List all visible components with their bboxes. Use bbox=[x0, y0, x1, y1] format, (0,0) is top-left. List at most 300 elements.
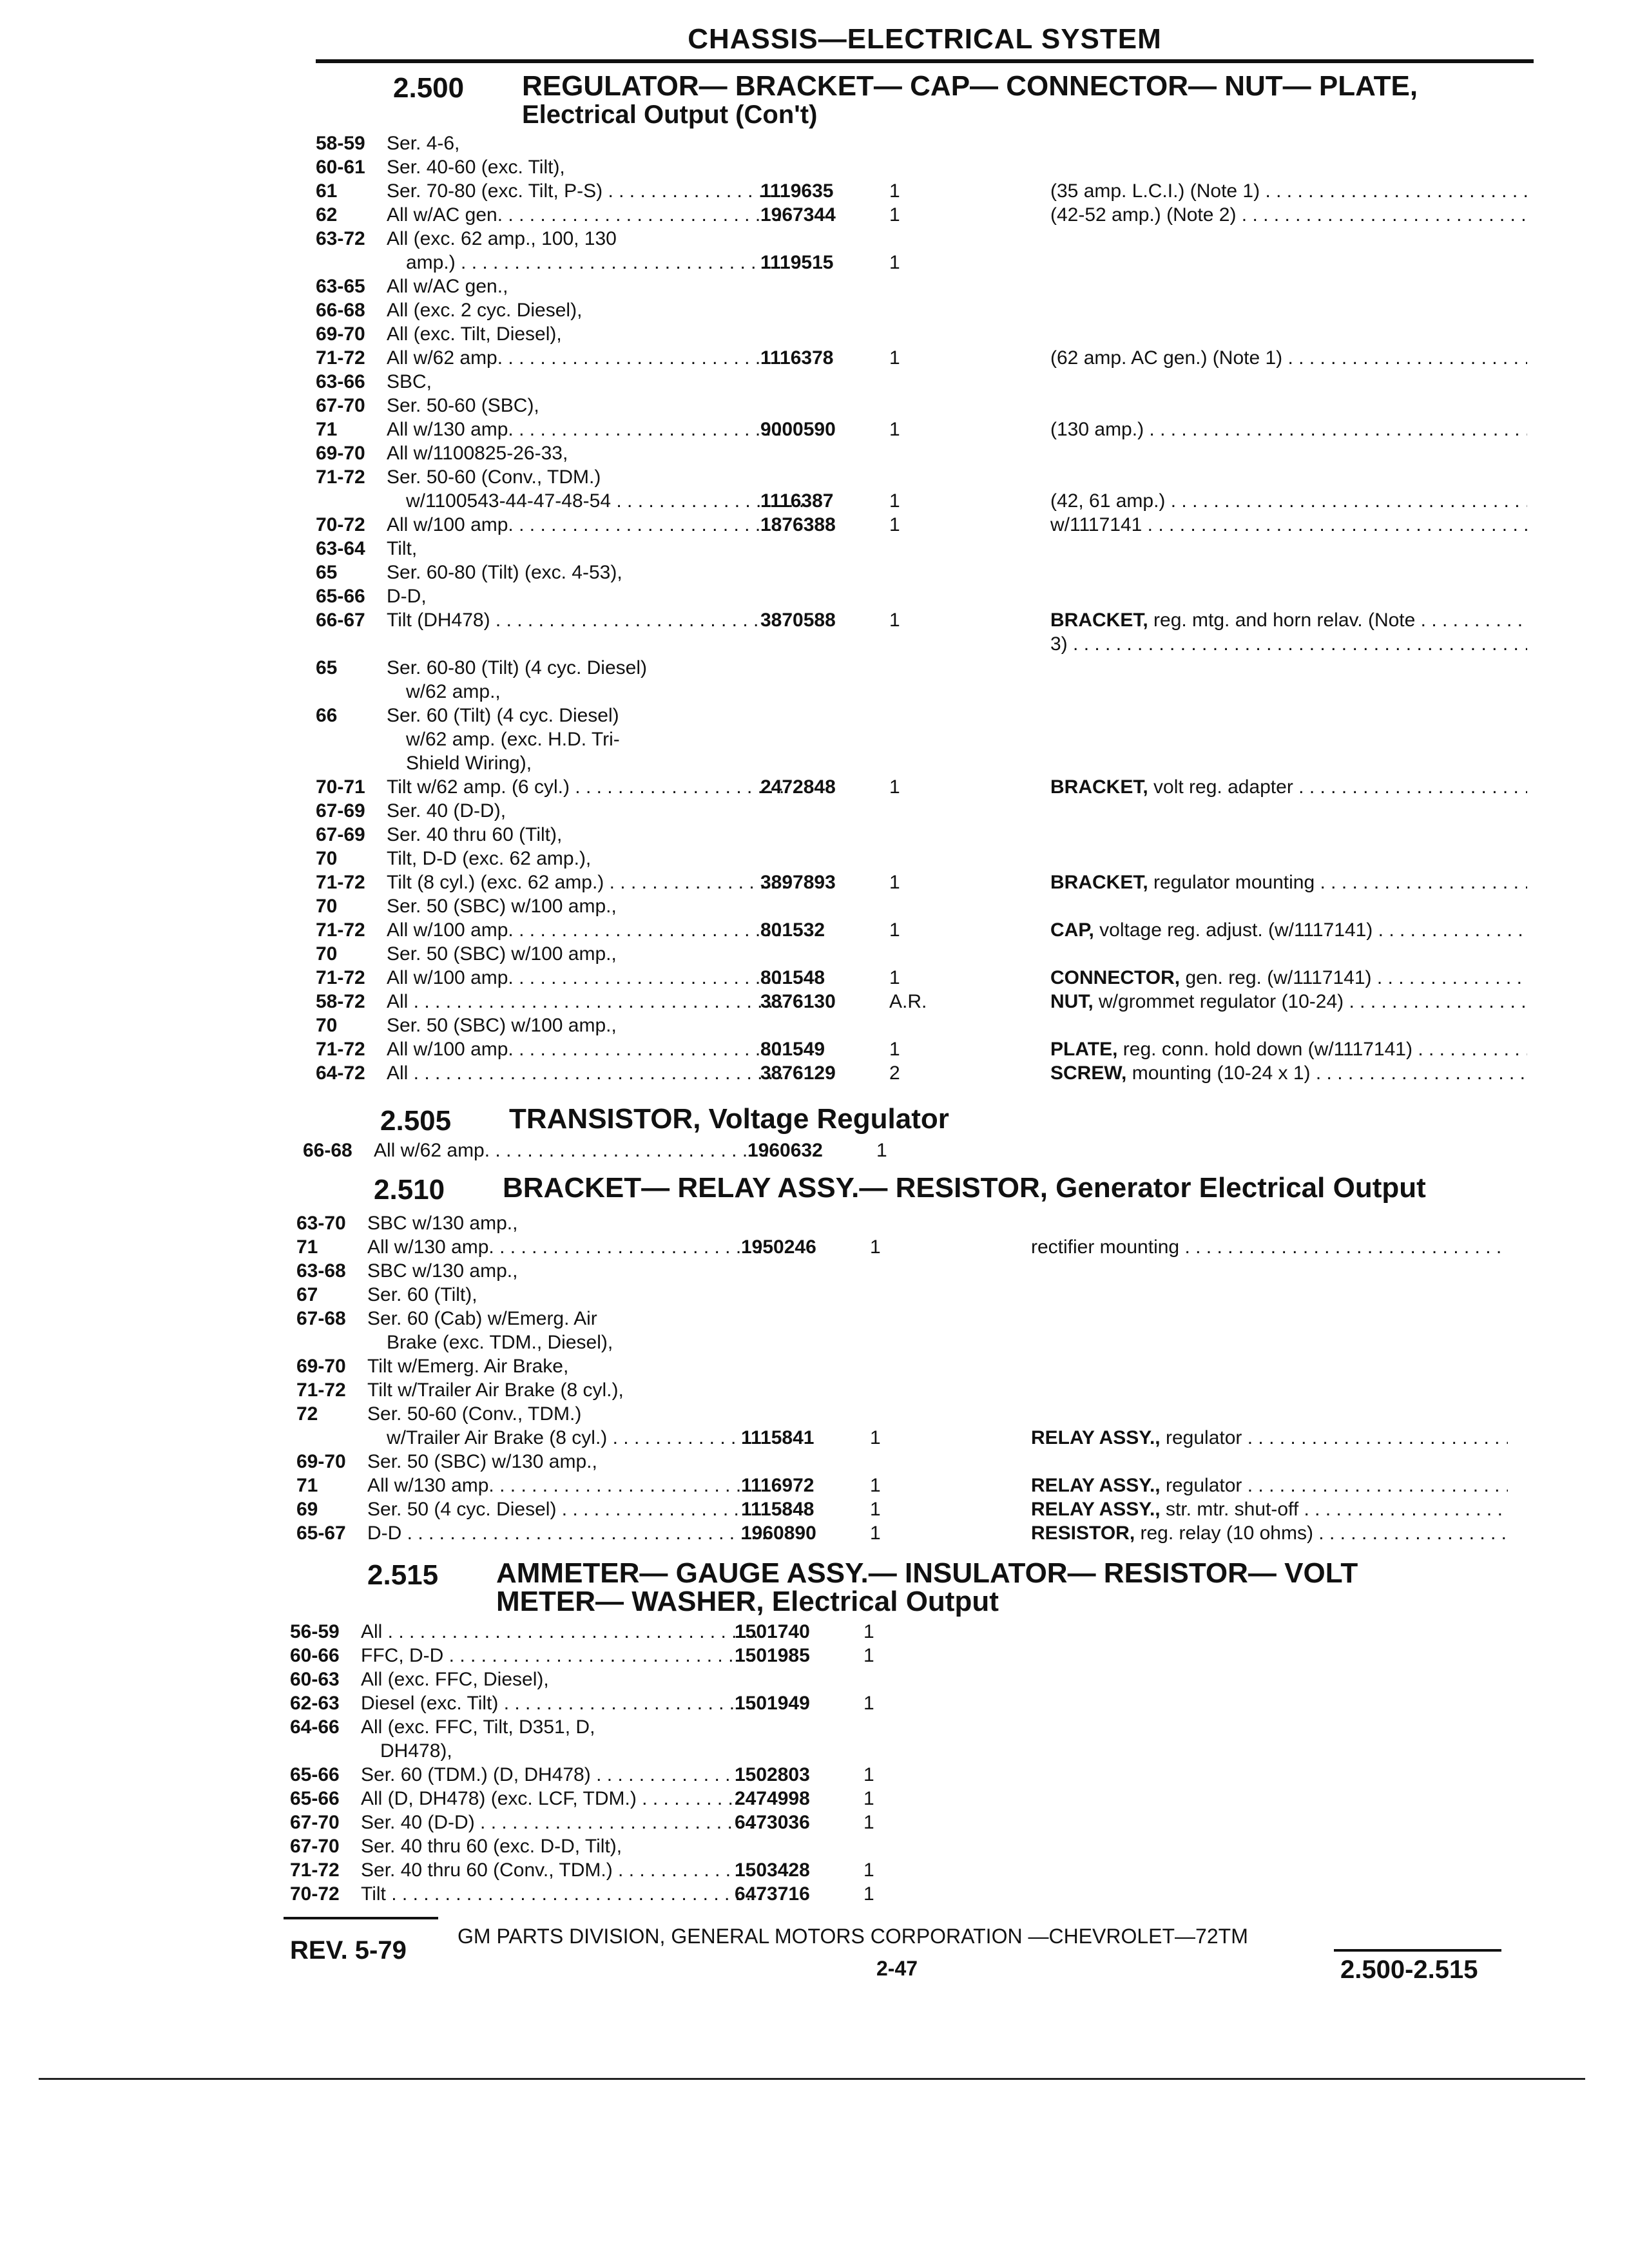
part-number: 1967344 bbox=[760, 204, 836, 226]
application bbox=[361, 1763, 760, 1787]
part-number: 1116972 bbox=[741, 1475, 815, 1496]
model-years: 65-66 bbox=[290, 1764, 340, 1785]
application bbox=[361, 1834, 760, 1858]
application-text: Ser. 60 (Tilt) (4 cyc. Diesel) bbox=[387, 705, 619, 726]
application-text: Brake (exc. TDM., Diesel), bbox=[387, 1332, 613, 1353]
part-number: 1116387 bbox=[760, 490, 834, 512]
application-text: Ser. 50 (4 cyc. Diesel) bbox=[367, 1499, 557, 1520]
application bbox=[361, 1715, 760, 1739]
quantity: 1 bbox=[889, 490, 900, 512]
application bbox=[367, 1235, 767, 1259]
application bbox=[387, 203, 786, 227]
section-header bbox=[296, 1174, 1521, 1211]
part-number: 3876130 bbox=[760, 991, 836, 1012]
part-number: 1115841 bbox=[741, 1427, 815, 1448]
description-part-name: RELAY ASSY., bbox=[1031, 1427, 1161, 1448]
application bbox=[374, 1139, 773, 1162]
application bbox=[387, 131, 786, 155]
quantity: 1 bbox=[863, 1883, 874, 1905]
model-years: 71-72 bbox=[296, 1379, 346, 1401]
application-text: Ser. 60 (Tilt), bbox=[367, 1284, 477, 1305]
description bbox=[1050, 990, 1527, 1014]
model-years: 71-72 bbox=[316, 872, 365, 893]
part-number: 3897893 bbox=[760, 872, 836, 893]
application-text: All (exc. 62 amp., 100, 130 bbox=[387, 228, 617, 249]
quantity: 1 bbox=[870, 1427, 881, 1448]
application-text: SBC, bbox=[387, 371, 432, 392]
revision-label: REV. 5-79 bbox=[290, 1936, 407, 1965]
description bbox=[1031, 1474, 1508, 1497]
description bbox=[1050, 870, 1527, 894]
application bbox=[387, 704, 786, 727]
application bbox=[367, 1211, 767, 1235]
model-years: 71-72 bbox=[316, 1039, 365, 1060]
description-text: volt reg. adapter bbox=[1153, 776, 1293, 798]
application bbox=[387, 370, 786, 394]
description-text: (130 amp.) bbox=[1050, 419, 1144, 440]
model-years: 70-72 bbox=[290, 1883, 340, 1905]
description-part-name: BRACKET, bbox=[1050, 872, 1148, 893]
description-part-name: SCREW, bbox=[1050, 1062, 1127, 1084]
application bbox=[387, 823, 786, 847]
application bbox=[387, 227, 786, 251]
model-years: 72 bbox=[296, 1403, 318, 1425]
application bbox=[361, 1667, 760, 1691]
description-text: w/grommet regulator (10-24) bbox=[1099, 991, 1344, 1012]
model-years: 69-70 bbox=[316, 323, 365, 345]
description-part-name: RELAY ASSY., bbox=[1031, 1475, 1161, 1496]
part-number: 1119515 bbox=[760, 252, 834, 273]
model-years: 70-71 bbox=[316, 776, 365, 798]
application-text: Ser. 40 thru 60 (Conv., TDM.) bbox=[361, 1860, 613, 1881]
application-text: Ser. 50-60 (Conv., TDM.) bbox=[367, 1403, 582, 1425]
description-text: (42, 61 amp.) bbox=[1050, 490, 1166, 512]
model-years: 58-59 bbox=[316, 133, 365, 154]
application-text: Diesel (exc. Tilt) bbox=[361, 1693, 499, 1714]
description-text: regulator mounting bbox=[1153, 872, 1315, 893]
application-text: Ser. 40 thru 60 (exc. D-D, Tilt), bbox=[361, 1836, 622, 1857]
quantity: 1 bbox=[889, 919, 900, 941]
model-years: 58-72 bbox=[316, 991, 365, 1012]
description bbox=[1031, 1235, 1508, 1259]
quantity: 1 bbox=[889, 514, 900, 535]
application-text: FFC, D-D bbox=[361, 1645, 444, 1666]
model-years: 65 bbox=[316, 657, 338, 678]
model-years: 67 bbox=[296, 1284, 318, 1305]
application-text: Tilt (DH478) bbox=[387, 610, 490, 631]
part-number: 1960890 bbox=[741, 1523, 816, 1544]
model-years: 64-66 bbox=[290, 1716, 340, 1738]
application-text: Ser. 60 (TDM.) (D, DH478) bbox=[361, 1764, 591, 1785]
application bbox=[367, 1497, 767, 1521]
application-text: All w/AC gen. bbox=[387, 204, 503, 226]
application bbox=[387, 155, 786, 179]
application-text: Ser. 50-60 (SBC), bbox=[387, 395, 539, 416]
model-years: 65 bbox=[316, 562, 338, 583]
part-number: 3870588 bbox=[760, 610, 836, 631]
model-years: 67-70 bbox=[316, 395, 365, 416]
application-text: All w/100 amp. bbox=[387, 967, 514, 988]
model-years: 71-72 bbox=[316, 347, 365, 369]
part-number: 9000590 bbox=[760, 419, 836, 440]
application-text: Ser. 60-80 (Tilt) (4 cyc. Diesel) bbox=[387, 657, 647, 678]
application bbox=[367, 1378, 767, 1402]
quantity: 1 bbox=[870, 1475, 881, 1496]
section-header bbox=[316, 72, 1540, 131]
model-years: 61 bbox=[316, 180, 338, 202]
application bbox=[361, 1811, 760, 1834]
application bbox=[361, 1691, 760, 1715]
section-title-line1: AMMETER— GAUGE ASSY.— INSULATOR— RESISTOR— VOLT bbox=[496, 1557, 1358, 1589]
model-years: 67-70 bbox=[290, 1812, 340, 1833]
application bbox=[387, 513, 786, 537]
application bbox=[387, 274, 786, 298]
description bbox=[1031, 1426, 1508, 1450]
section-title-line2: METER— WASHER, Electrical Output bbox=[496, 1586, 999, 1617]
section-title-line2: Electrical Output (Con't) bbox=[522, 101, 818, 129]
part-number: 6473716 bbox=[735, 1883, 810, 1905]
application-text: All (exc. FFC, Diesel), bbox=[361, 1669, 549, 1690]
part-number: 801549 bbox=[760, 1039, 825, 1060]
quantity: 1 bbox=[870, 1236, 881, 1258]
description bbox=[1050, 966, 1527, 990]
model-years: 71-72 bbox=[316, 919, 365, 941]
quantity: 2 bbox=[889, 1062, 900, 1084]
quantity: 1 bbox=[863, 1812, 874, 1833]
application-text: w/62 amp., bbox=[406, 681, 501, 702]
application bbox=[367, 1474, 767, 1497]
application-text: All (exc. FFC, Tilt, D351, D, bbox=[361, 1716, 595, 1738]
model-years: 70-72 bbox=[316, 514, 365, 535]
description-part-name: CAP, bbox=[1050, 919, 1094, 941]
description bbox=[1050, 632, 1527, 656]
application-text: w/1100543-44-47-48-54 bbox=[406, 490, 612, 512]
application-text: All w/1100825-26-33, bbox=[387, 443, 568, 464]
model-years: 64-72 bbox=[316, 1062, 365, 1084]
part-number: 801548 bbox=[760, 967, 825, 988]
model-years: 60-61 bbox=[316, 157, 365, 178]
part-number: 1116378 bbox=[760, 347, 834, 369]
model-years: 70 bbox=[316, 896, 338, 917]
part-number: 801532 bbox=[760, 919, 825, 941]
application-text: Ser. 60 (Cab) w/Emerg. Air bbox=[367, 1308, 597, 1329]
description-part-name: RESISTOR, bbox=[1031, 1523, 1135, 1544]
description bbox=[1050, 346, 1527, 370]
header-rule bbox=[316, 59, 1534, 63]
application bbox=[387, 894, 786, 918]
application bbox=[387, 346, 786, 370]
section-title bbox=[522, 72, 1418, 129]
section-number: 2.505 bbox=[380, 1105, 452, 1137]
application-text: All w/62 amp. bbox=[387, 347, 503, 369]
application bbox=[367, 1307, 767, 1331]
application-text: All (exc. Tilt, Diesel), bbox=[387, 323, 562, 345]
model-years: 62 bbox=[316, 204, 338, 226]
quantity: 1 bbox=[870, 1523, 881, 1544]
application bbox=[387, 394, 786, 418]
application-text: Ser. 40 thru 60 (Tilt), bbox=[387, 824, 563, 845]
application-text: DH478), bbox=[380, 1740, 452, 1762]
application bbox=[387, 465, 786, 489]
application-text: Tilt w/Trailer Air Brake (8 cyl.), bbox=[367, 1379, 624, 1401]
description-text: 3) bbox=[1050, 633, 1068, 655]
application bbox=[367, 1283, 767, 1307]
part-number: 1115848 bbox=[741, 1499, 815, 1520]
application bbox=[387, 298, 786, 322]
model-years: 70 bbox=[316, 943, 338, 965]
section-range: 2.500-2.515 bbox=[1340, 1956, 1478, 1984]
application-text: All w/AC gen., bbox=[387, 276, 508, 297]
description bbox=[1050, 418, 1527, 441]
part-number: 2472848 bbox=[760, 776, 836, 798]
application-text: Ser. 50 (SBC) w/130 amp., bbox=[367, 1451, 597, 1472]
application-text: Tilt w/62 amp. (6 cyl.) bbox=[387, 776, 570, 798]
application-text: Ser. 50-60 (Conv., TDM.) bbox=[387, 466, 601, 488]
quantity: 1 bbox=[863, 1645, 874, 1666]
application bbox=[387, 418, 786, 441]
application-text: Tilt (8 cyl.) (exc. 62 amp.) bbox=[387, 872, 604, 893]
application bbox=[387, 179, 786, 203]
page-footer bbox=[284, 1917, 1508, 2007]
application bbox=[406, 751, 805, 775]
description-text: (35 amp. L.C.I.) (Note 1) bbox=[1050, 180, 1260, 202]
part-number: 1950246 bbox=[741, 1236, 816, 1258]
quantity: 1 bbox=[863, 1860, 874, 1881]
section-2-500 bbox=[316, 70, 1540, 1084]
model-years: 63-66 bbox=[316, 371, 365, 392]
description-part-name: NUT, bbox=[1050, 991, 1094, 1012]
application bbox=[387, 1037, 786, 1061]
application-text: All w/130 amp. bbox=[387, 419, 514, 440]
description-text: regulator bbox=[1165, 1475, 1242, 1496]
section-title-line1: TRANSISTOR, Voltage Regulator bbox=[509, 1103, 949, 1135]
model-years: 71-72 bbox=[290, 1860, 340, 1881]
section-number: 2.515 bbox=[367, 1559, 439, 1591]
description-part-name: RELAY ASSY., bbox=[1031, 1499, 1161, 1520]
application bbox=[387, 537, 786, 561]
model-years: 71 bbox=[316, 419, 338, 440]
application bbox=[406, 251, 805, 274]
application bbox=[387, 799, 786, 823]
description bbox=[1050, 608, 1527, 632]
application bbox=[387, 942, 786, 966]
application-text: Ser. 40 (D-D), bbox=[387, 800, 506, 822]
model-years: 66 bbox=[316, 705, 338, 726]
part-number: 2474998 bbox=[735, 1788, 810, 1809]
section-title-line1: REGULATOR— BRACKET— CAP— CONNECTOR— NUT— PLATE, bbox=[522, 70, 1418, 102]
application-text: Tilt, bbox=[387, 538, 418, 559]
description bbox=[1031, 1521, 1508, 1545]
application bbox=[367, 1450, 767, 1474]
application bbox=[406, 489, 805, 513]
quantity: 1 bbox=[889, 776, 900, 798]
footer-rule-left bbox=[284, 1917, 438, 1919]
application bbox=[387, 847, 786, 870]
application bbox=[361, 1644, 760, 1667]
application bbox=[387, 441, 786, 465]
application-text: Ser. 70-80 (exc. Tilt, P-S) bbox=[387, 180, 603, 202]
application bbox=[387, 1061, 786, 1085]
description-text: w/1117141 bbox=[1050, 514, 1142, 535]
model-years: 71-72 bbox=[316, 466, 365, 488]
quantity: 1 bbox=[889, 1039, 900, 1060]
page-title: CHASSIS—ELECTRICAL SYSTEM bbox=[688, 23, 1162, 55]
application-text: Ser. 4-6, bbox=[387, 133, 460, 154]
application bbox=[387, 775, 786, 799]
application-text: All w/100 amp. bbox=[387, 514, 514, 535]
section-title bbox=[509, 1105, 949, 1133]
model-years: 63-65 bbox=[316, 276, 365, 297]
description-text: (62 amp. AC gen.) (Note 1) bbox=[1050, 347, 1283, 369]
footer-rule-right bbox=[1334, 1949, 1501, 1952]
application-text: Ser. 50 (SBC) w/100 amp., bbox=[387, 943, 617, 965]
part-number: 1502803 bbox=[735, 1764, 810, 1785]
quantity: 1 bbox=[870, 1499, 881, 1520]
application bbox=[367, 1259, 767, 1283]
part-number: 1501740 bbox=[735, 1621, 810, 1642]
application bbox=[387, 990, 786, 1014]
quantity: 1 bbox=[889, 347, 900, 369]
application-text: SBC w/130 amp., bbox=[367, 1260, 518, 1282]
model-years: 65-66 bbox=[290, 1788, 340, 1809]
section-title bbox=[496, 1559, 1358, 1616]
application bbox=[380, 1739, 780, 1763]
application bbox=[387, 918, 786, 942]
application-text: All w/100 amp. bbox=[387, 919, 514, 941]
application bbox=[387, 1331, 786, 1354]
application-text: D-D bbox=[367, 1523, 402, 1544]
description-part-name: CONNECTOR, bbox=[1050, 967, 1181, 988]
application-text: All bbox=[361, 1621, 383, 1642]
application-text: All (exc. 2 cyc. Diesel), bbox=[387, 300, 583, 321]
model-years: 56-59 bbox=[290, 1621, 340, 1642]
application bbox=[361, 1882, 760, 1906]
quantity: 1 bbox=[863, 1764, 874, 1785]
application bbox=[406, 680, 805, 704]
quantity: 1 bbox=[889, 610, 900, 631]
model-years: 65-66 bbox=[316, 586, 365, 607]
application bbox=[361, 1858, 760, 1882]
description-text: str. mtr. shut-off bbox=[1165, 1499, 1299, 1520]
section-number: 2.510 bbox=[374, 1174, 445, 1206]
application-text: All (D, DH478) (exc. LCF, TDM.) bbox=[361, 1788, 637, 1809]
application-text: w/Trailer Air Brake (8 cyl.) bbox=[387, 1427, 608, 1448]
application bbox=[387, 1014, 786, 1037]
description-text: regulator bbox=[1165, 1427, 1242, 1448]
quantity: 1 bbox=[863, 1693, 874, 1714]
application bbox=[367, 1402, 767, 1426]
model-years: 60-66 bbox=[290, 1645, 340, 1666]
part-number: 1119635 bbox=[760, 180, 834, 202]
description-part-name: BRACKET, bbox=[1050, 776, 1148, 798]
quantity: 1 bbox=[876, 1140, 887, 1161]
application-text: All w/62 amp. bbox=[374, 1140, 490, 1161]
description bbox=[1050, 775, 1527, 799]
application-text: D-D, bbox=[387, 586, 427, 607]
quantity: 1 bbox=[889, 872, 900, 893]
description-text: rectifier mounting bbox=[1031, 1236, 1180, 1258]
description-text: voltage reg. adjust. (w/1117141) bbox=[1099, 919, 1373, 941]
description bbox=[1050, 203, 1527, 227]
description-text: reg. mtg. and horn relav. (Note bbox=[1153, 610, 1416, 631]
model-years: 67-69 bbox=[316, 800, 365, 822]
model-years: 69-70 bbox=[296, 1451, 346, 1472]
application bbox=[367, 1521, 767, 1545]
section-number: 2.500 bbox=[393, 72, 465, 104]
part-number: 1876388 bbox=[760, 514, 836, 535]
part-number: 6473036 bbox=[735, 1812, 810, 1833]
application-text: Ser. 40 (D-D) bbox=[361, 1812, 475, 1833]
quantity: 1 bbox=[863, 1788, 874, 1809]
model-years: 63-64 bbox=[316, 538, 365, 559]
model-years: 63-68 bbox=[296, 1260, 346, 1282]
model-years: 69 bbox=[296, 1499, 318, 1520]
application bbox=[406, 727, 805, 751]
application bbox=[387, 608, 786, 632]
section-2-510 bbox=[296, 1172, 1521, 1544]
application-text: All bbox=[387, 991, 409, 1012]
model-years: 66-68 bbox=[303, 1140, 352, 1161]
application bbox=[387, 584, 786, 608]
model-years: 63-70 bbox=[296, 1213, 346, 1234]
model-years: 69-70 bbox=[296, 1356, 346, 1377]
description bbox=[1050, 179, 1527, 203]
quantity: 1 bbox=[889, 419, 900, 440]
application-text: Shield Wiring), bbox=[406, 753, 532, 774]
part-number: 1501949 bbox=[735, 1693, 810, 1714]
application-text: amp.) bbox=[406, 252, 456, 273]
description bbox=[1050, 918, 1527, 942]
application-text: Tilt w/Emerg. Air Brake, bbox=[367, 1356, 569, 1377]
application bbox=[361, 1787, 760, 1811]
part-number: 1501985 bbox=[735, 1645, 810, 1666]
part-number: 1503428 bbox=[735, 1860, 810, 1881]
application bbox=[387, 870, 786, 894]
application-text: Ser. 40-60 (exc. Tilt), bbox=[387, 157, 565, 178]
quantity: 1 bbox=[889, 967, 900, 988]
section-header bbox=[303, 1105, 1527, 1139]
description bbox=[1050, 513, 1527, 537]
section-title bbox=[503, 1174, 1426, 1202]
quantity: A.R. bbox=[889, 991, 927, 1012]
model-years: 71 bbox=[296, 1236, 318, 1258]
model-years: 63-72 bbox=[316, 228, 365, 249]
model-years: 69-70 bbox=[316, 443, 365, 464]
bottom-rule bbox=[39, 2078, 1585, 2080]
model-years: 67-70 bbox=[290, 1836, 340, 1857]
quantity: 1 bbox=[889, 252, 900, 273]
model-years: 62-63 bbox=[290, 1693, 340, 1714]
model-years: 71 bbox=[296, 1475, 318, 1496]
application-text: Ser. 50 (SBC) w/100 amp., bbox=[387, 1015, 617, 1036]
model-years: 67-68 bbox=[296, 1308, 346, 1329]
description bbox=[1050, 1061, 1527, 1085]
application-text: Tilt bbox=[361, 1883, 386, 1905]
description-text: reg. conn. hold down (w/1117141) bbox=[1123, 1039, 1412, 1060]
application bbox=[367, 1354, 767, 1378]
application-text: Ser. 60-80 (Tilt) (exc. 4-53), bbox=[387, 562, 622, 583]
part-number: 3876129 bbox=[760, 1062, 836, 1084]
application-text: All w/130 amp. bbox=[367, 1236, 494, 1258]
model-years: 70 bbox=[316, 1015, 338, 1036]
application-text: SBC w/130 amp., bbox=[367, 1213, 518, 1234]
description-part-name: BRACKET, bbox=[1050, 610, 1148, 631]
quantity: 1 bbox=[889, 204, 900, 226]
model-years: 65-67 bbox=[296, 1523, 346, 1544]
model-years: 67-69 bbox=[316, 824, 365, 845]
model-years: 66-68 bbox=[316, 300, 365, 321]
description-text: gen. reg. (w/1117141) bbox=[1185, 967, 1372, 988]
